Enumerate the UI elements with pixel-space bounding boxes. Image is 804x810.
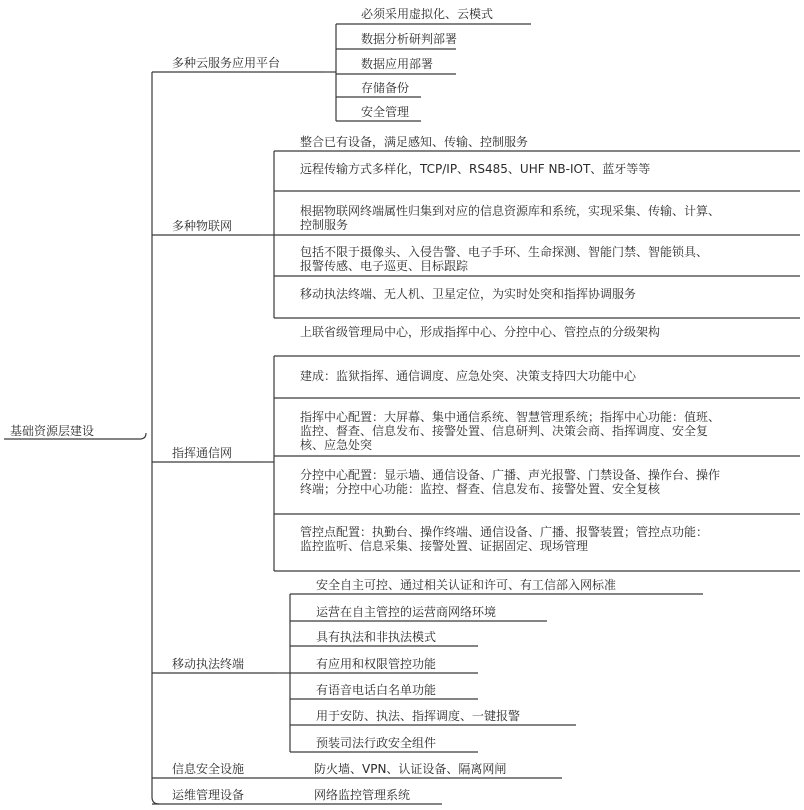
leaf-cmd-5: 管控点配置：执勤台、操作终端、通信设备、广播、报警装置；管控点功能：监控监听、信息采集、接警处置、证据固定、现场管理 — [300, 525, 709, 553]
leaf-mobile-3: 具有执法和非执法模式 — [316, 630, 437, 644]
leaf-cmd-1: 上联省级管理局中心，形成指挥中心、分控中心、管控点的分级架构 — [300, 325, 661, 339]
branch-mobile-terminal: 移动执法终端 — [172, 657, 245, 671]
leaf-iot-4: 包括不限于摄像头、入侵告警、电子手环、生命探测、智能门禁、智能锁具、报警传感、电子巡更、目标跟踪 — [300, 245, 709, 273]
leaf-cmd-3: 指挥中心配置：大屏幕、集中通信系统、智慧管理系统；指挥中心功能：值班、监控、督查、信息发布、接警处置、信息研判、决策会商、指挥调度、安全复核、应急处突 — [300, 410, 721, 452]
branch-cloud-platform: 多种云服务应用平台 — [172, 56, 281, 70]
branch-info-security: 信息安全设施 — [172, 762, 245, 776]
branch-ops-equipment: 运维管理设备 — [172, 788, 245, 802]
leaf-cloud-3: 数据应用部署 — [361, 57, 434, 71]
leaf-iot-1: 整合已有设备，满足感知、传输、控制服务 — [300, 135, 529, 149]
branch-command-network: 指挥通信网 — [172, 446, 233, 460]
leaf-mobile-7: 预装司法行政安全组件 — [316, 736, 437, 750]
leaf-mobile-6: 用于安防、执法、指挥调度、一键报警 — [316, 709, 521, 723]
leaf-iot-2: 远程传输方式多样化，TCP/IP、RS485、UHF NB-IOT、蓝牙等等 — [300, 162, 651, 176]
leaf-cmd-4: 分控中心配置：显示墙、通信设备、广播、声光报警、门禁设备、操作台、操作终端；分控中心功能：监控、督查、信息发布、接警处置、安全复核 — [300, 468, 721, 496]
leaf-security-1: 防火墙、VPN、认证设备、隔离网闸 — [314, 762, 507, 776]
leaf-mobile-5: 有语音电话白名单功能 — [316, 683, 437, 697]
leaf-mobile-4: 有应用和权限管控功能 — [316, 657, 437, 671]
leaf-cloud-4: 存储备份 — [361, 81, 410, 95]
leaf-cmd-2: 建成：监狱指挥、通信调度、应急处突、决策支持四大功能中心 — [300, 369, 637, 383]
leaf-iot-3: 根据物联网终端属性归集到对应的信息资源库和系统，实现采集、传输、计算、控制服务 — [300, 204, 721, 232]
leaf-mobile-1: 安全自主可控、通过相关认证和许可、有工信部入网标准 — [316, 578, 617, 592]
leaf-cloud-2: 数据分析研判部署 — [361, 32, 458, 46]
leaf-mobile-2: 运营在自主管控的运营商网络环境 — [316, 605, 497, 619]
leaf-iot-5: 移动执法终端、无人机、卫星定位，为实时处突和指挥协调服务 — [300, 287, 637, 301]
leaf-cloud-5: 安全管理 — [361, 105, 410, 119]
leaf-ops-1: 网络监控管理系统 — [314, 788, 411, 802]
leaf-cloud-1: 必须采用虚拟化、云模式 — [361, 7, 494, 21]
branch-iot: 多种物联网 — [172, 219, 233, 233]
root-node: 基础资源层建设 — [10, 424, 95, 438]
